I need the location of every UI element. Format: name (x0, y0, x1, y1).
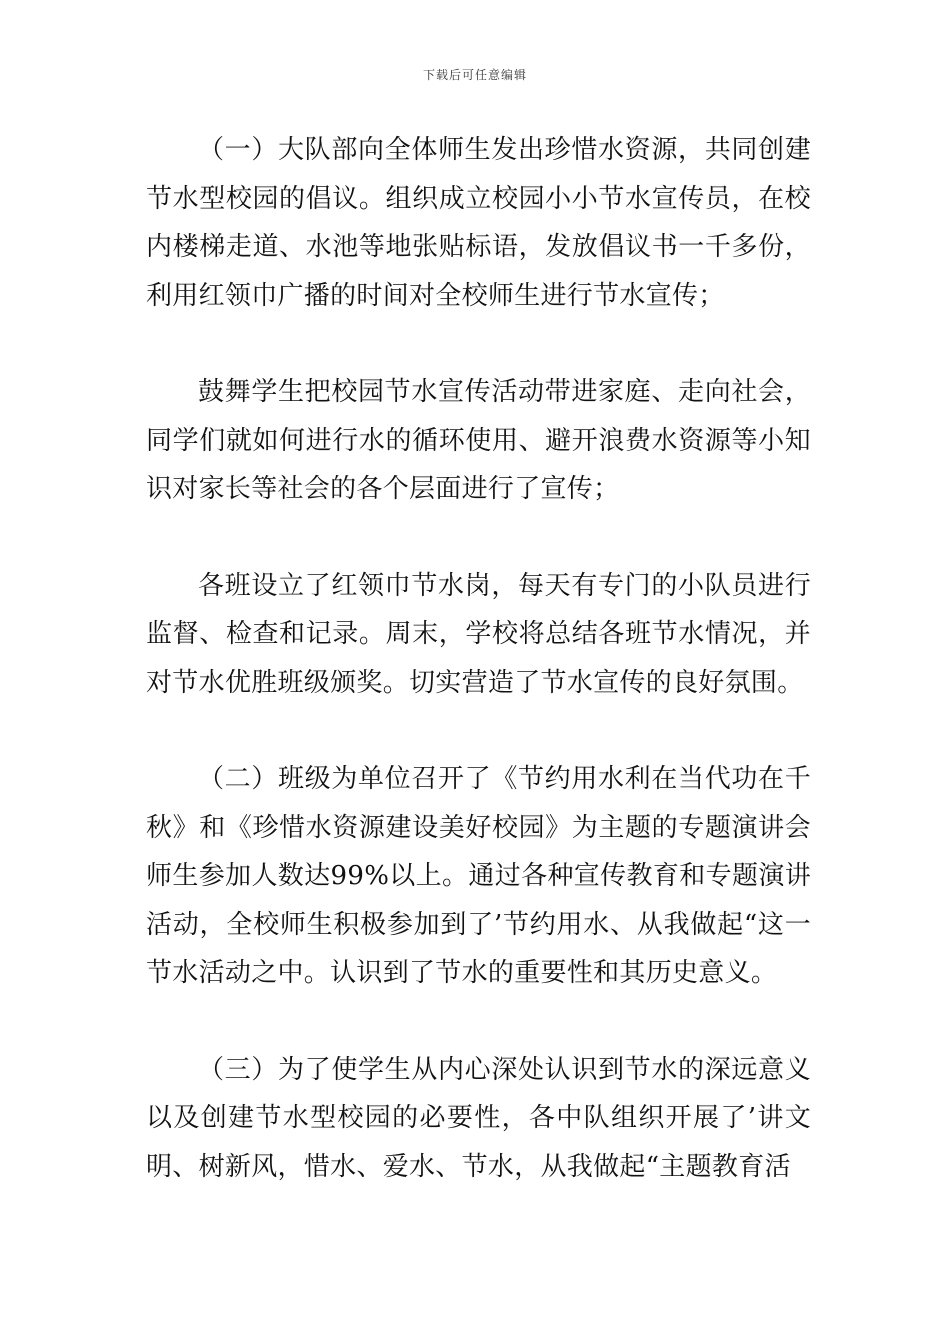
paragraph-4: （二）班级为单位召开了《节约用水利在当代功在千秋》和《珍惜水资源建设美好校园》为主题的专题演讲会师生参加人数达99%以上。通过各种宣传教育和专题演讲活动，全校师生积极参加到了’节约用水、从我做起“这一节水活动之中。认识到了节水的重要性和其历史意义。 (146, 764, 811, 988)
header-note: 下载后可任意编辑 (422, 68, 527, 82)
paragraph-gap (146, 320, 811, 368)
paragraph-gap (146, 514, 811, 562)
paragraph-2: 鼓舞学生把校园节水宣传活动带进家庭、走向社会，同学们就如何进行水的循环使用、避开浪费水资源等小知识对家长等社会的各个层面进行了宣传； (146, 377, 811, 504)
paragraph-5: （三）为了使学生从内心深处认识到节水的深远意义以及创建节水型校园的必要性，各中队组织开展了’讲文明、树新风，惜水、爱水、节水，从我做起“主题教育活 (146, 1054, 811, 1182)
paragraph-3: 各班设立了红领巾节水岗，每天有专门的小队员进行监督、检查和记录。周末，学校将总结各班节水情况，并对节水优胜班级颁奖。切实营造了节水宣传的良好氛围。 (146, 570, 811, 698)
paragraph-gap (146, 707, 811, 755)
paragraph-gap (146, 998, 811, 1046)
paragraph-1: （一）大队部向全体师生发出珍惜水资源，共同创建节水型校园的倡议。组织成立校园小小节水宣传员，在校内楼梯走道、水池等地张贴标语，发放倡议书一千多份，利用红领巾广播的时间对全校师生进行节水宣传； (146, 135, 811, 311)
document-body (146, 126, 811, 1191)
